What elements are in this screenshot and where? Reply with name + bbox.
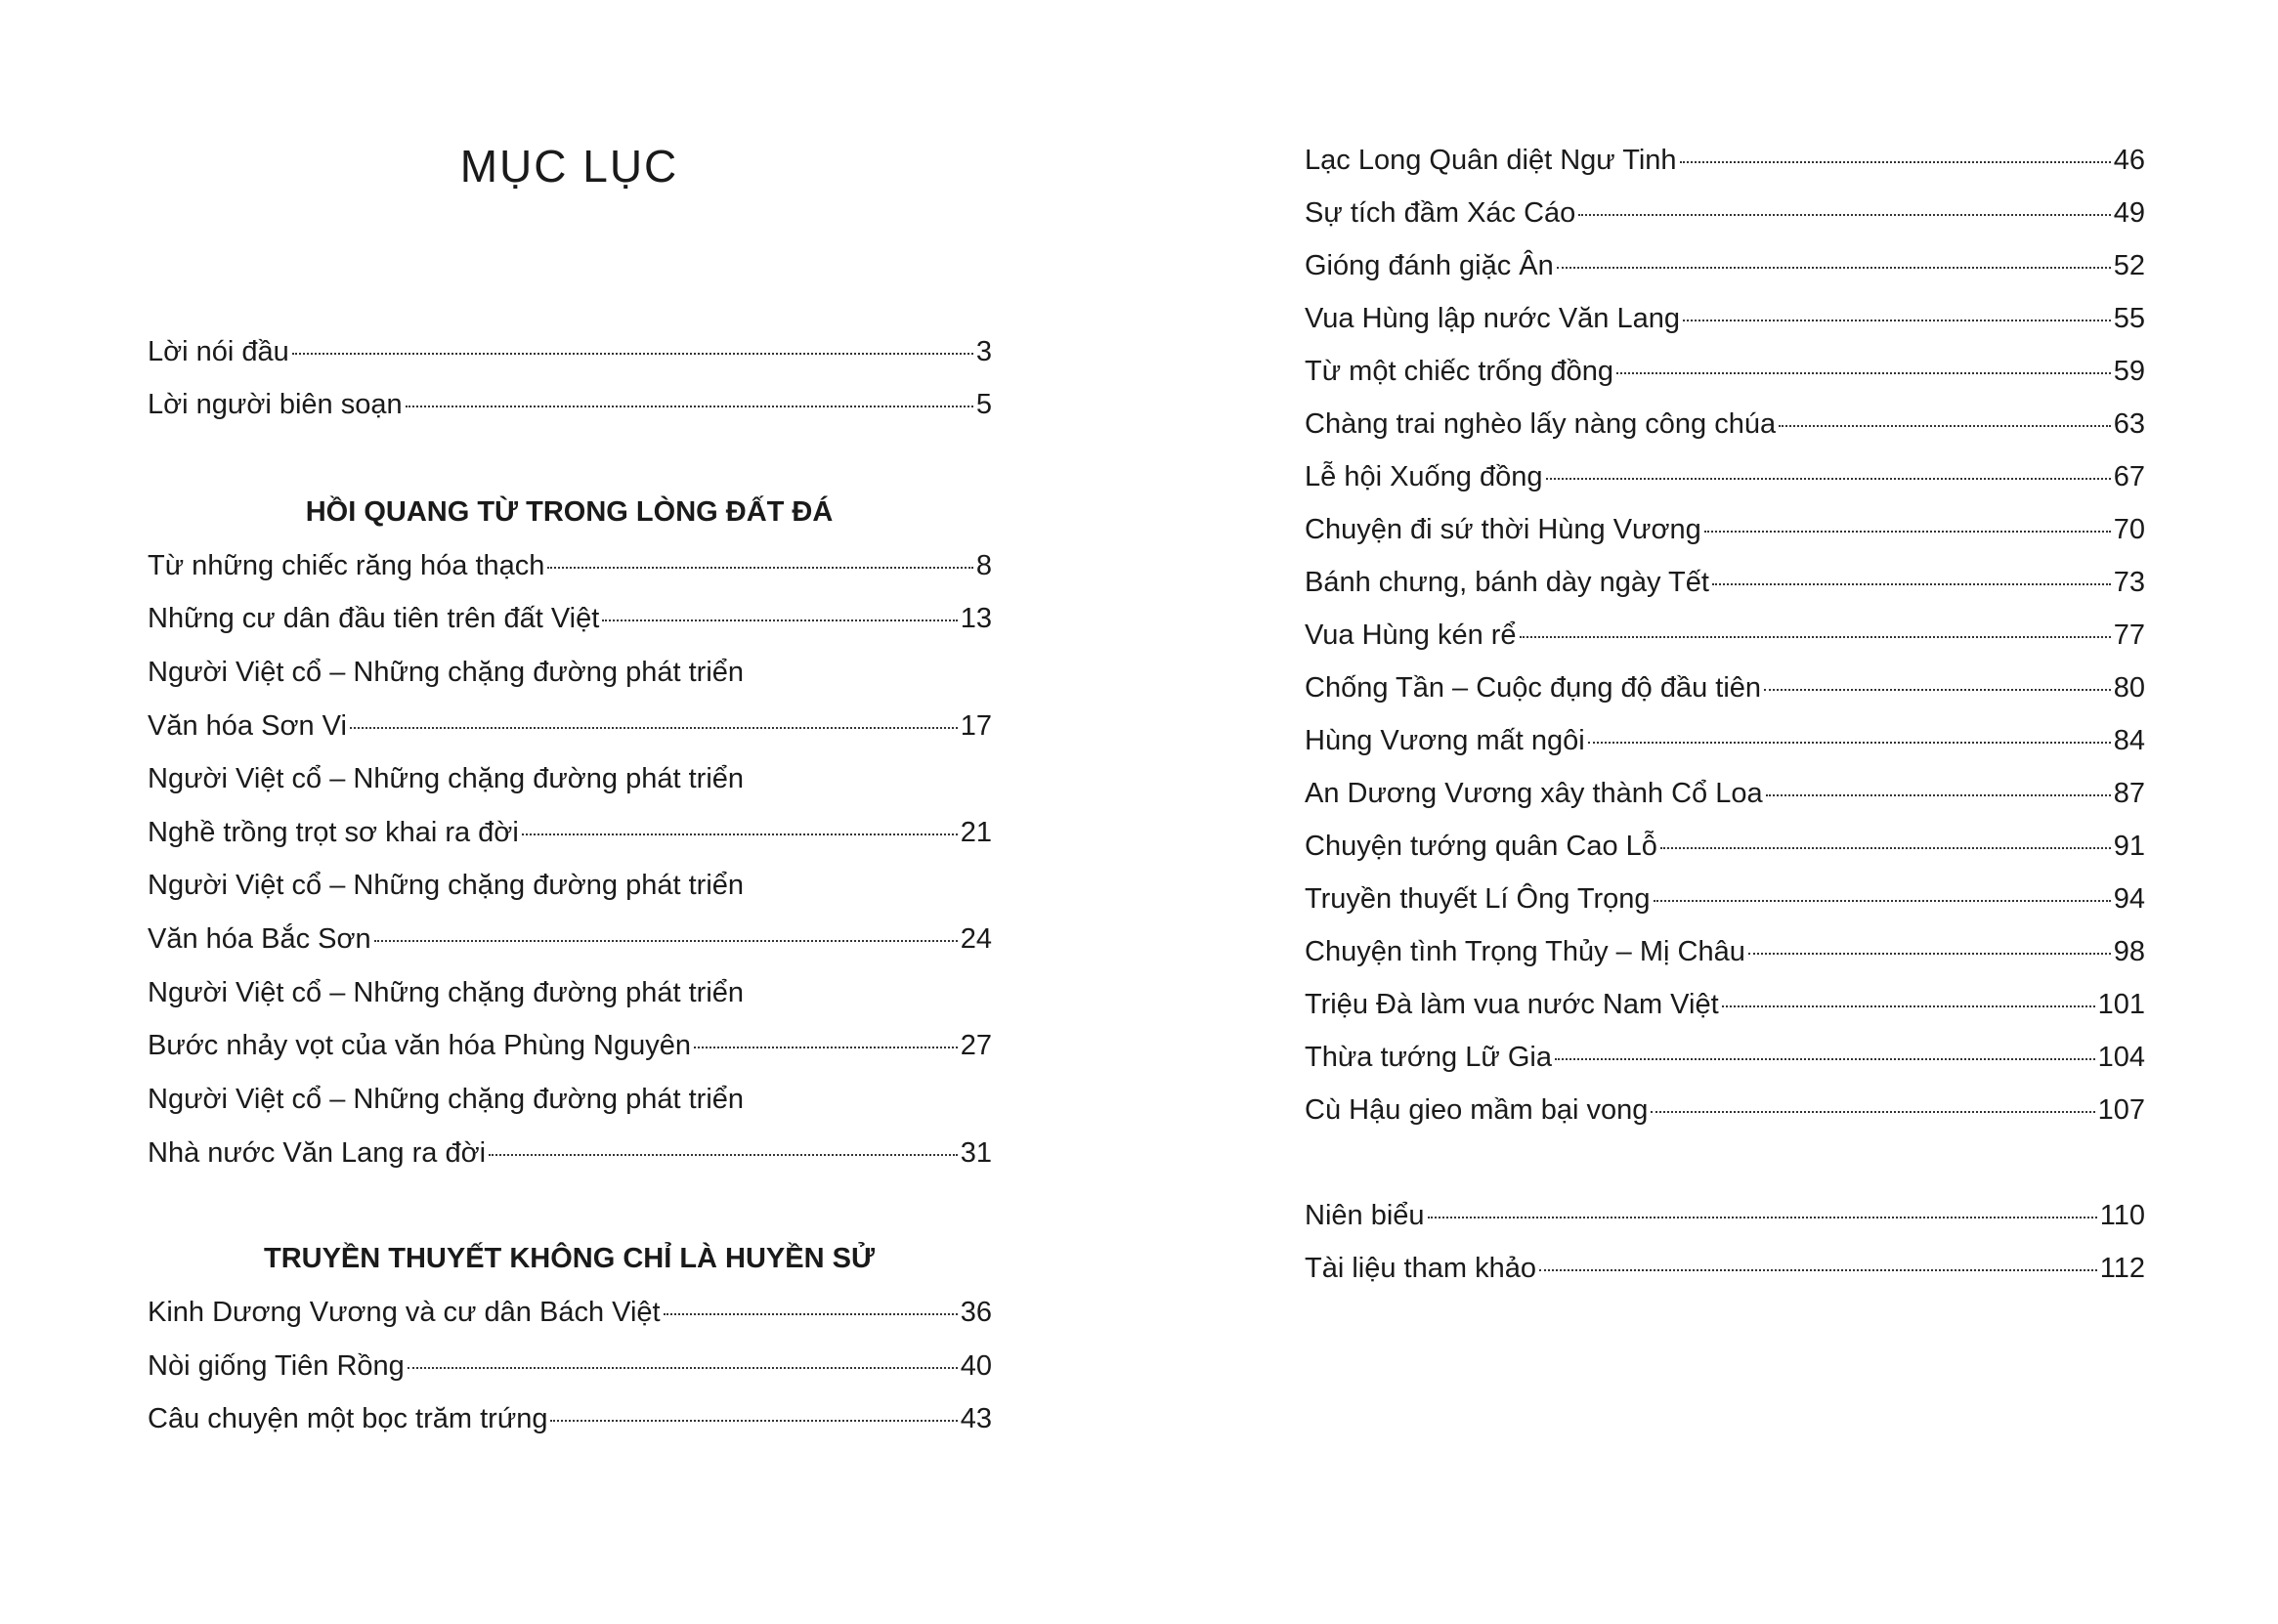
toc-page-number: 84 (2113, 725, 2145, 756)
section-heading: TRUYỀN THUYẾT KHÔNG CHỈ LÀ HUYỀN SỬ (263, 1243, 876, 1274)
toc-dot-leader (1712, 583, 2111, 585)
toc-entry-label: Gióng đánh giặc Ân (1305, 250, 1554, 281)
toc-dot-leader (1779, 425, 2111, 427)
toc-dot-leader (1748, 953, 2111, 955)
toc-entry-label: Những cư dân đầu tiên trên đất Việt (148, 603, 600, 634)
toc-dot-leader (1578, 214, 2110, 216)
toc-entry-label: Chuyện đi sứ thời Hùng Vương (1305, 514, 1701, 545)
toc-page-number: 77 (2113, 620, 2145, 651)
toc-entry-label: Cù Hậu gieo mầm bại vong (1305, 1094, 1649, 1126)
toc-dot-leader (1546, 478, 2111, 480)
toc-page-number: 40 (960, 1350, 992, 1382)
toc-entry[interactable] (148, 1399, 992, 1438)
toc-page-number: 63 (2113, 408, 2145, 440)
toc-dot-leader (1654, 900, 2111, 902)
toc-entry[interactable] (1305, 721, 2145, 760)
toc-dot-leader (550, 1420, 957, 1422)
toc-page-number: 8 (975, 550, 992, 581)
toc-page-number: 91 (2113, 831, 2145, 862)
toc-page-number: 43 (960, 1403, 992, 1434)
toc-page-number: 101 (2097, 989, 2145, 1020)
toc-dot-leader (1704, 531, 2111, 533)
toc-dot-leader (522, 833, 958, 835)
toc-entry[interactable] (1305, 352, 2145, 391)
toc-dot-leader (602, 620, 957, 621)
toc-dot-leader (1764, 689, 2111, 691)
toc-entry-label: An Dương Vương xây thành Cổ Loa (1305, 778, 1763, 809)
toc-dot-leader (1616, 372, 2111, 374)
toc-entry[interactable] (148, 1346, 992, 1386)
page-title: MỤC LỤC (459, 141, 679, 192)
toc-page-number: 46 (2113, 145, 2145, 176)
toc-page-number: 21 (960, 817, 992, 848)
toc-dot-leader (1539, 1269, 2097, 1271)
toc-entry[interactable] (1305, 668, 2145, 707)
toc-entry-prefix: Người Việt cổ – Những chặng đường phát triển (148, 977, 745, 1008)
toc-page-number: 107 (2097, 1094, 2145, 1126)
toc-dot-leader (664, 1313, 958, 1315)
toc-entry-label: Kinh Dương Vương và cư dân Bách Việt (148, 1297, 661, 1328)
toc-entry-label: Nhà nước Văn Lang ra đời (148, 1137, 487, 1169)
toc-entry[interactable] (1305, 1196, 2145, 1235)
toc-entry[interactable] (1305, 774, 2145, 813)
toc-entry-label: Vua Hùng lập nước Văn Lang (1305, 303, 1681, 334)
toc-entry-label: Lễ hội Xuống đồng (1305, 461, 1543, 492)
toc-dot-leader (1660, 847, 2111, 849)
toc-page-number: 31 (960, 1137, 992, 1169)
right-page (1139, 0, 2278, 1624)
toc-page-number: 3 (975, 336, 992, 367)
toc-entry-label: Bánh chưng, bánh dày ngày Tết (1305, 567, 1709, 598)
toc-page-number: 98 (2113, 936, 2145, 967)
toc-entry-label: Lạc Long Quân diệt Ngư Tinh (1305, 145, 1677, 176)
section-heading: HỒI QUANG TỪ TRONG LÒNG ĐẤT ĐÁ (305, 496, 834, 528)
toc-entry-label: Từ một chiếc trống đồng (1305, 356, 1614, 387)
toc-entry[interactable] (1305, 193, 2145, 233)
toc-entry[interactable] (1305, 1090, 2145, 1130)
toc-entry-label: Chống Tần – Cuộc đụng độ đầu tiên (1305, 672, 1762, 704)
toc-dot-leader (374, 940, 958, 942)
toc-page-number: 110 (2099, 1200, 2145, 1231)
toc-entry[interactable] (1305, 616, 2145, 655)
toc-entry[interactable] (1305, 563, 2145, 602)
toc-entry-label: Văn hóa Sơn Vi (148, 710, 347, 742)
toc-dot-leader (1766, 794, 2111, 796)
toc-dot-leader (1555, 1058, 2095, 1060)
toc-entry-label: Chuyện tướng quân Cao Lỗ (1305, 831, 1657, 862)
toc-dot-leader (1428, 1217, 2097, 1218)
toc-page-number: 87 (2113, 778, 2145, 809)
toc-dot-leader (547, 567, 972, 569)
toc-entry[interactable] (1305, 879, 2145, 919)
toc-entry[interactable] (148, 546, 992, 585)
toc-entry[interactable] (148, 385, 992, 424)
toc-page-number: 104 (2097, 1042, 2145, 1073)
toc-entry-prefix: Người Việt cổ – Những chặng đường phát triển (148, 763, 745, 794)
toc-entry-label: Chàng trai nghèo lấy nàng công chúa (1305, 408, 1777, 440)
toc-entry-label: Tài liệu tham khảo (1305, 1253, 1536, 1284)
toc-entry[interactable] (1305, 1038, 2145, 1077)
toc-page-number: 55 (2113, 303, 2145, 334)
toc-entry[interactable] (148, 813, 992, 852)
toc-entry-label: Vua Hùng kén rể (1305, 620, 1517, 651)
toc-entry[interactable] (148, 706, 992, 746)
toc-page-number: 52 (2113, 250, 2145, 281)
toc-entry-label: Bước nhảy vọt của văn hóa Phùng Nguyên (148, 1030, 691, 1061)
toc-entry[interactable] (1305, 457, 2145, 496)
toc-page-number: 59 (2113, 356, 2145, 387)
toc-page-number: 27 (960, 1030, 992, 1061)
toc-entry-label: Triệu Đà làm vua nước Nam Việt (1305, 989, 1719, 1020)
toc-entry-label: Văn hóa Bắc Sơn (148, 923, 371, 955)
toc-page-number: 13 (960, 603, 992, 634)
toc-entry[interactable] (1305, 299, 2145, 338)
toc-page-number: 70 (2113, 514, 2145, 545)
toc-page-number: 49 (2113, 197, 2145, 229)
toc-entry[interactable] (148, 332, 992, 371)
toc-entry-label: Lời nói đầu (148, 336, 289, 367)
toc-entry[interactable] (1305, 985, 2145, 1024)
toc-entry-label: Thừa tướng Lữ Gia (1305, 1042, 1552, 1073)
toc-entry[interactable] (148, 1293, 992, 1332)
toc-entry-label: Nghề trồng trọt sơ khai ra đời (148, 817, 519, 848)
toc-entry-label: Từ những chiếc răng hóa thạch (148, 550, 545, 581)
toc-dot-leader (1680, 161, 2111, 163)
toc-entry[interactable] (148, 599, 992, 638)
toc-dot-leader (292, 353, 973, 355)
toc-entry[interactable] (148, 1026, 992, 1065)
toc-entry-label: Hùng Vương mất ngôi (1305, 725, 1585, 756)
toc-entry-prefix: Người Việt cổ – Những chặng đường phát triển (148, 870, 745, 901)
toc-page-number: 80 (2113, 672, 2145, 704)
toc-entry[interactable] (1305, 510, 2145, 549)
toc-entry[interactable] (148, 1133, 992, 1173)
toc-entry[interactable] (1305, 827, 2145, 866)
toc-dot-leader (1520, 636, 2111, 638)
toc-page-number: 112 (2099, 1253, 2145, 1284)
toc-page-number: 17 (960, 710, 992, 742)
toc-entry-label: Truyền thuyết Lí Ông Trọng (1305, 883, 1651, 915)
toc-entry-label: Lời người biên soạn (148, 389, 403, 420)
toc-entry-label: Niên biểu (1305, 1200, 1425, 1231)
toc-entry-label: Chuyện tình Trọng Thủy – Mị Châu (1305, 936, 1745, 967)
toc-entry[interactable] (1305, 1249, 2145, 1288)
toc-dot-leader (1722, 1005, 2095, 1007)
toc-page-number: 5 (975, 389, 992, 420)
toc-page-number: 36 (960, 1297, 992, 1328)
toc-entry[interactable] (1305, 141, 2145, 180)
toc-dot-leader (1683, 320, 2111, 321)
toc-dot-leader (1588, 742, 2111, 744)
toc-entry-prefix: Người Việt cổ – Những chặng đường phát triển (148, 1084, 745, 1115)
toc-entry[interactable] (1305, 405, 2145, 444)
toc-entry-label: Câu chuyện một bọc trăm trứng (148, 1403, 548, 1434)
toc-dot-leader (694, 1047, 958, 1048)
toc-entry-label: Nòi giống Tiên Rồng (148, 1350, 405, 1382)
toc-dot-leader (489, 1154, 958, 1156)
toc-dot-leader (408, 1367, 958, 1369)
toc-dot-leader (406, 406, 973, 407)
toc-entry[interactable] (1305, 932, 2145, 971)
toc-dot-leader (1651, 1111, 2094, 1113)
toc-entry[interactable] (1305, 246, 2145, 285)
toc-entry[interactable] (148, 919, 992, 959)
toc-page-number: 73 (2113, 567, 2145, 598)
toc-dot-leader (350, 727, 958, 729)
toc-entry-prefix: Người Việt cổ – Những chặng đường phát triển (148, 657, 745, 688)
toc-page-number: 67 (2113, 461, 2145, 492)
toc-dot-leader (1557, 267, 2111, 269)
toc-page-number: 24 (960, 923, 992, 955)
toc-entry-label: Sự tích đầm Xác Cáo (1305, 197, 1576, 229)
toc-page-number: 94 (2113, 883, 2145, 915)
